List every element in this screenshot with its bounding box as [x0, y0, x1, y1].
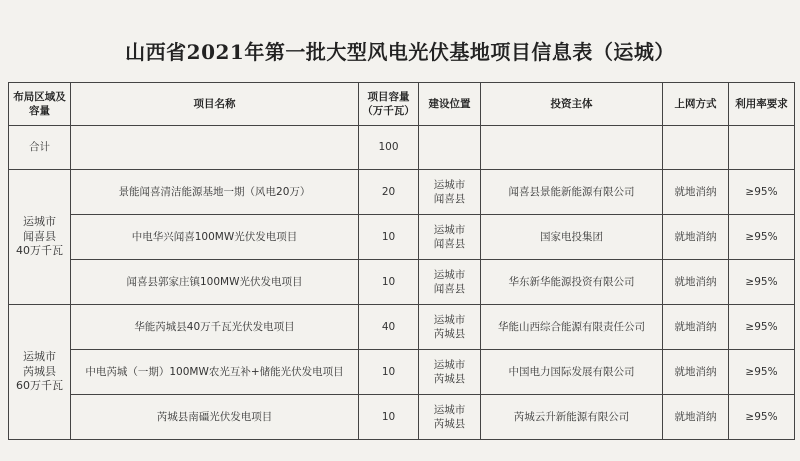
project-location: 运城市 芮城县 — [419, 350, 481, 395]
header-utilization: 利用率要求 — [729, 83, 795, 126]
project-name: 华能芮城县40万千瓦光伏发电项目 — [71, 305, 359, 350]
project-grid: 就地消纳 — [663, 215, 729, 260]
project-utilization: ≥95% — [729, 215, 795, 260]
project-info-table — [8, 82, 795, 440]
table-row — [9, 260, 795, 305]
header-row — [9, 83, 795, 126]
project-grid: 就地消纳 — [663, 395, 729, 440]
area-cell: 运城市 闻喜县 40万千瓦 — [9, 170, 71, 305]
header-location: 建设位置 — [419, 83, 481, 126]
project-investor: 华东新华能源投资有限公司 — [481, 260, 663, 305]
project-grid: 就地消纳 — [663, 170, 729, 215]
project-capacity: 10 — [359, 215, 419, 260]
header-grid: 上网方式 — [663, 83, 729, 126]
project-capacity: 10 — [359, 350, 419, 395]
project-name: 芮城县南礓光伏发电项目 — [71, 395, 359, 440]
project-investor: 闻喜县景能新能源有限公司 — [481, 170, 663, 215]
project-grid: 就地消纳 — [663, 350, 729, 395]
header-capacity: 项目容量（万千瓦） — [359, 83, 419, 126]
project-location: 运城市 闻喜县 — [419, 215, 481, 260]
project-location: 运城市 芮城县 — [419, 395, 481, 440]
project-capacity: 10 — [359, 395, 419, 440]
table-row — [9, 350, 795, 395]
project-utilization: ≥95% — [729, 305, 795, 350]
table-row — [9, 305, 795, 350]
total-empty — [71, 126, 359, 170]
project-investor: 华能山西综合能源有限责任公司 — [481, 305, 663, 350]
header-name: 项目名称 — [71, 83, 359, 126]
project-investor: 芮城云升新能源有限公司 — [481, 395, 663, 440]
project-location: 运城市 芮城县 — [419, 305, 481, 350]
project-investor: 中国电力国际发展有限公司 — [481, 350, 663, 395]
project-name: 景能闻喜清洁能源基地一期（风电20万） — [71, 170, 359, 215]
total-empty — [481, 126, 663, 170]
project-name: 中电芮城（一期）100MW农光互补+储能光伏发电项目 — [71, 350, 359, 395]
total-row — [9, 126, 795, 170]
header-investor: 投资主体 — [481, 83, 663, 126]
total-empty — [419, 126, 481, 170]
project-location: 运城市 闻喜县 — [419, 170, 481, 215]
project-utilization: ≥95% — [729, 260, 795, 305]
project-investor: 国家电投集团 — [481, 215, 663, 260]
header-area: 布局区域及容量 — [9, 83, 71, 126]
project-name: 闻喜县郭家庄镇100MW光伏发电项目 — [71, 260, 359, 305]
table-row — [9, 215, 795, 260]
total-empty — [663, 126, 729, 170]
project-utilization: ≥95% — [729, 395, 795, 440]
table-row — [9, 395, 795, 440]
project-utilization: ≥95% — [729, 170, 795, 215]
total-empty — [729, 126, 795, 170]
table-row — [9, 170, 795, 215]
project-grid: 就地消纳 — [663, 305, 729, 350]
project-capacity: 10 — [359, 260, 419, 305]
total-label: 合计 — [9, 126, 71, 170]
total-capacity: 100 — [359, 126, 419, 170]
project-capacity: 40 — [359, 305, 419, 350]
area-cell: 运城市 芮城县 60万千瓦 — [9, 305, 71, 440]
project-capacity: 20 — [359, 170, 419, 215]
project-location: 运城市 闻喜县 — [419, 260, 481, 305]
document-title: 山西省2021年第一批大型风电光伏基地项目信息表（运城） — [125, 40, 675, 64]
project-utilization: ≥95% — [729, 350, 795, 395]
project-grid: 就地消纳 — [663, 260, 729, 305]
project-name: 中电华兴闻喜100MW光伏发电项目 — [71, 215, 359, 260]
